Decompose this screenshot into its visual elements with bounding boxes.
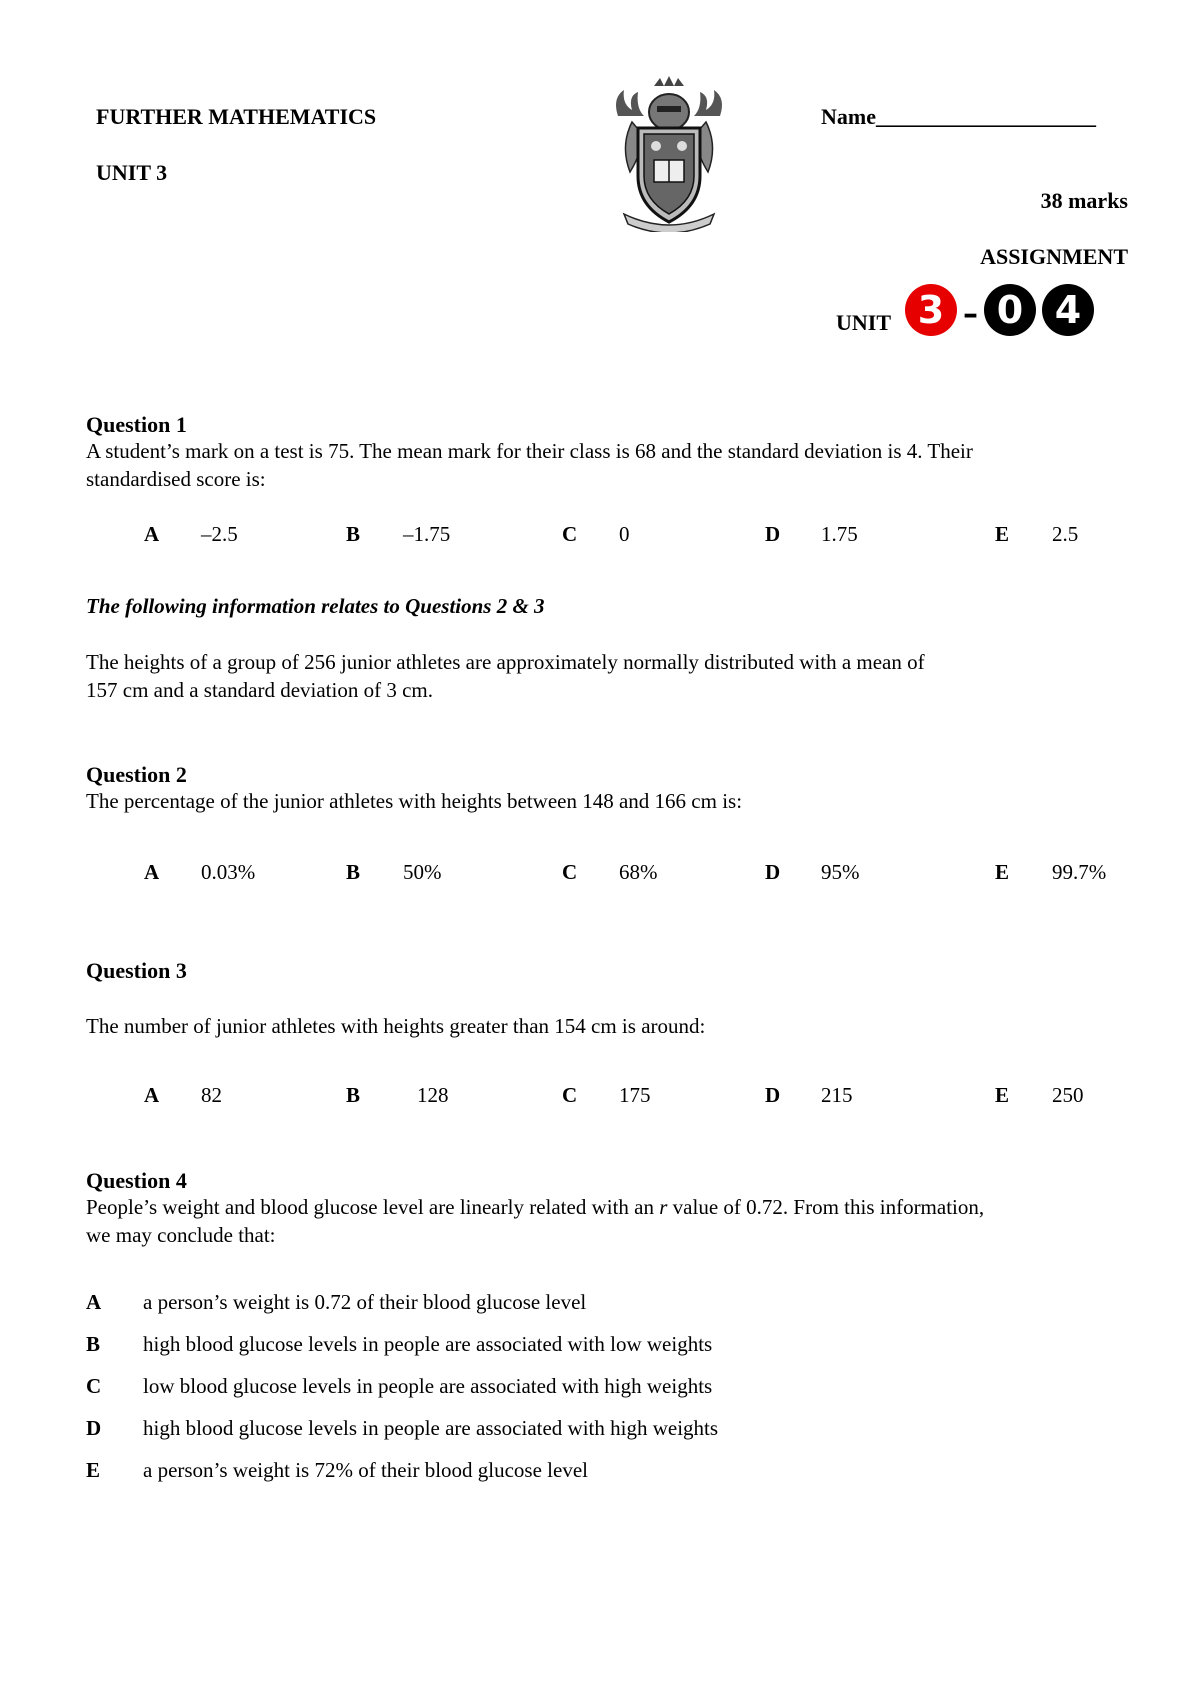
question-1-text-line-1: A student’s mark on a test is 75. The mean mark for their class is 68 and the standard deviation is 4. Their — [86, 439, 973, 463]
question-2-text: The percentage of the junior athletes with heights between 148 and 166 cm is: — [86, 789, 743, 813]
q4-option-e[interactable] — [86, 1458, 588, 1483]
unit-code — [836, 280, 1094, 340]
q3-option-e-letter[interactable]: E — [995, 1083, 1010, 1107]
unit-label: UNIT 3 — [96, 160, 168, 185]
shared-info-line-1: The heights of a group of 256 junior athletes are approximately normally distributed with a mean of — [86, 650, 925, 674]
unit-digit-badge-1: 3 — [905, 284, 957, 336]
q2-option-b-value: 50% — [403, 860, 442, 884]
unit-digit-badge-3: 4 — [1042, 284, 1094, 336]
q1-option-d-letter[interactable]: D — [765, 522, 781, 546]
question-2-title: Question 2 — [86, 762, 187, 787]
q4-option-c[interactable] — [86, 1374, 712, 1399]
question-4-title: Question 4 — [86, 1168, 187, 1193]
shared-info-intro: The following information relates to Questions 2 & 3 — [86, 594, 545, 618]
school-crest-icon — [610, 76, 728, 232]
q1-option-a-value: –2.5 — [201, 522, 238, 546]
q4-option-b[interactable] — [86, 1332, 712, 1357]
q2-option-e-letter[interactable]: E — [995, 860, 1010, 884]
question-4-text-part-b: value of 0.72. From this information, — [667, 1195, 985, 1219]
q3-option-b-letter[interactable]: B — [346, 1083, 361, 1107]
question-1-text-line-2: standardised score is: — [86, 467, 266, 491]
q1-option-b-value: –1.75 — [403, 522, 451, 546]
q4-option-e-letter: E — [86, 1458, 101, 1482]
question-4-r-symbol: r — [659, 1195, 668, 1219]
q3-option-c-letter[interactable]: C — [562, 1083, 578, 1107]
q1-option-a-letter[interactable]: A — [144, 522, 160, 546]
q4-option-d-letter: D — [86, 1416, 102, 1440]
q1-option-c-letter[interactable]: C — [562, 522, 578, 546]
q1-option-c-value: 0 — [619, 522, 630, 546]
q1-option-d-value: 1.75 — [821, 522, 858, 546]
q4-option-d-value: high blood glucose levels in people are associated with high weights — [143, 1416, 719, 1440]
q3-option-d-value: 215 — [821, 1083, 853, 1107]
q2-option-c-letter[interactable]: C — [562, 860, 578, 884]
q2-option-c-value: 68% — [619, 860, 658, 884]
marks-total: 38 marks — [1040, 188, 1128, 213]
q2-option-e-value: 99.7% — [1052, 860, 1107, 884]
q4-option-a-letter: A — [86, 1290, 102, 1314]
q2-option-b-letter[interactable]: B — [346, 860, 361, 884]
q1-option-e-value: 2.5 — [1052, 522, 1079, 546]
question-3-text: The number of junior athletes with heights greater than 154 cm is around: — [86, 1014, 706, 1038]
q4-option-a[interactable] — [86, 1290, 586, 1315]
question-4-text-part-a: People’s weight and blood glucose level are linearly related with an — [86, 1195, 660, 1219]
q1-option-e-letter[interactable]: E — [995, 522, 1010, 546]
q4-option-c-value: low blood glucose levels in people are associated with high weights — [143, 1374, 713, 1398]
q2-option-a-value: 0.03% — [201, 860, 256, 884]
unit-code-label: UNIT — [836, 310, 892, 335]
q3-option-d-letter[interactable]: D — [765, 1083, 781, 1107]
q2-option-d-value: 95% — [821, 860, 860, 884]
q3-option-e-value: 250 — [1052, 1083, 1084, 1107]
question-4-text-line-2: we may conclude that: — [86, 1223, 276, 1247]
name-field[interactable]: Name____________________ — [821, 104, 1096, 129]
subject-title: FURTHER MATHEMATICS — [96, 104, 377, 129]
question-3-title: Question 3 — [86, 958, 187, 983]
q3-option-c-value: 175 — [619, 1083, 651, 1107]
q3-option-b-value: 128 — [417, 1083, 449, 1107]
q4-option-c-letter: C — [86, 1374, 102, 1398]
unit-digit-badge-2: 0 — [984, 284, 1036, 336]
shared-info-line-2: 157 cm and a standard deviation of 3 cm. — [86, 678, 433, 702]
q1-option-b-letter[interactable]: B — [346, 522, 361, 546]
q2-option-d-letter[interactable]: D — [765, 860, 781, 884]
unit-code-separator: – — [963, 296, 979, 332]
q3-option-a-letter[interactable]: A — [144, 1083, 160, 1107]
q3-option-a-value: 82 — [201, 1083, 222, 1107]
question-1-title: Question 1 — [86, 412, 187, 437]
q4-option-b-value: high blood glucose levels in people are associated with low weights — [143, 1332, 713, 1356]
assignment-label: ASSIGNMENT — [980, 244, 1128, 269]
q4-option-d[interactable] — [86, 1416, 718, 1441]
q2-option-a-letter[interactable]: A — [144, 860, 160, 884]
q4-option-e-value: a person’s weight is 72% of their blood glucose level — [143, 1458, 588, 1482]
q4-option-a-value: a person’s weight is 0.72 of their blood glucose level — [143, 1290, 587, 1314]
question-4-text-line-1 — [86, 1193, 984, 1221]
q4-option-b-letter: B — [86, 1332, 101, 1356]
